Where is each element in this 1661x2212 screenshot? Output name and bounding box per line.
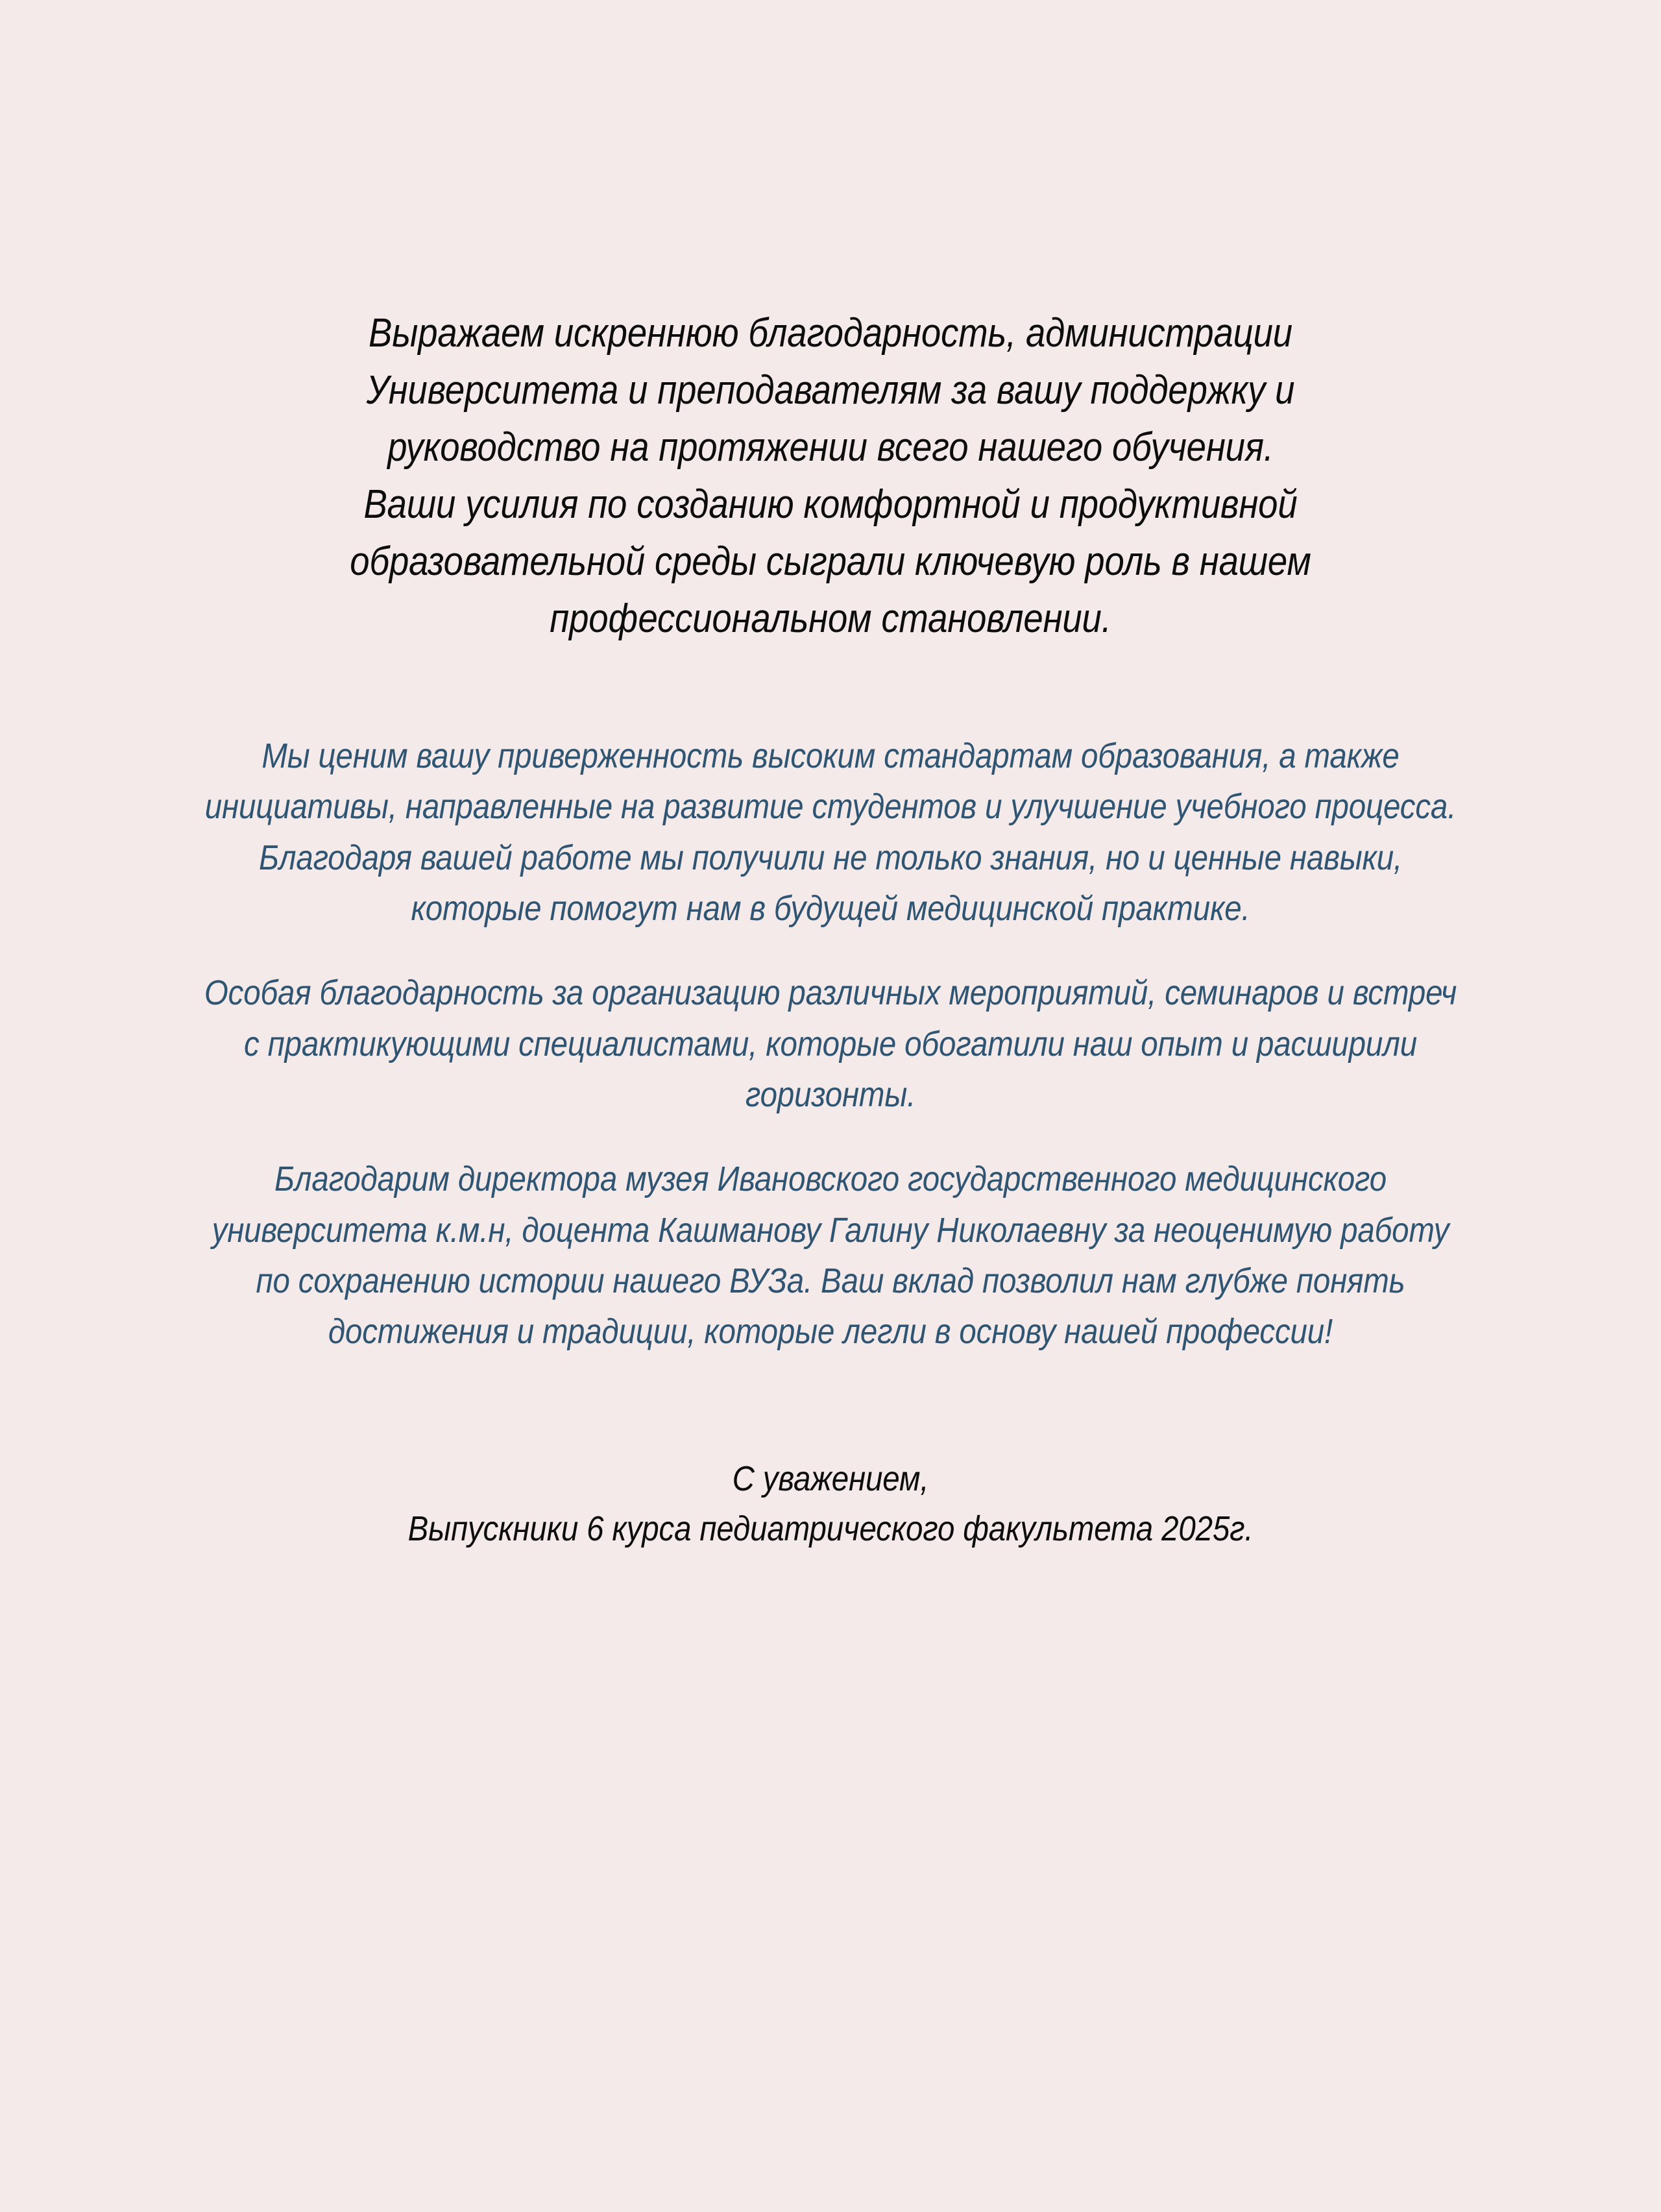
body-paragraph-appreciation: Мы ценим вашу приверженность высоким стандартам образования, а также инициативы, направленные на развитие студентов и улучшение учебного процесса. Благодаря вашей работе мы получили не только знания, но и ценные навыки, которые помогут нам в будущей медицинской практике.: [204, 736, 1457, 929]
intro-line: образовательной среды сыграли ключевую роль в нашем: [350, 539, 1311, 585]
intro-line: руководство на протяжении всего нашего обучения.: [387, 425, 1274, 470]
signature-signatory: Выпускники 6 курса педиатрического факультета 2025г.: [407, 1509, 1254, 1549]
intro-line: Выражаем искреннюю благодарность, администрации: [369, 311, 1292, 356]
body-paragraph-events: Особая благодарность за организацию различных мероприятий, семинаров и встреч с практикующими специалистами, которые обогатили наш опыт и расширили горизонты.: [204, 973, 1457, 1114]
intro-line: Университета и преподавателям за вашу поддержку и: [366, 368, 1295, 413]
intro-line: профессиональном становлении.: [550, 596, 1111, 642]
body-paragraph-museum-director: Благодарим директора музея Ивановского государственного медицинского университета к.м.н, доцента Кашманову Галину Николаевну за неоценимую работу по сохранению истории нашего ВУЗа. Ваш вклад позволил нам глубже понять достижения и традиции, которые легли в основу нашей профессии!: [212, 1160, 1449, 1352]
signature-block: [186, 1454, 1476, 1553]
body-paragraph-block: [186, 731, 1476, 1357]
intro-line: Ваши усилия по созданию комфортной и продуктивной: [363, 482, 1298, 528]
intro-paragraph-block: [186, 305, 1476, 648]
signature-closing: С уважением,: [732, 1459, 929, 1499]
letter-content: [97, 305, 1564, 1554]
